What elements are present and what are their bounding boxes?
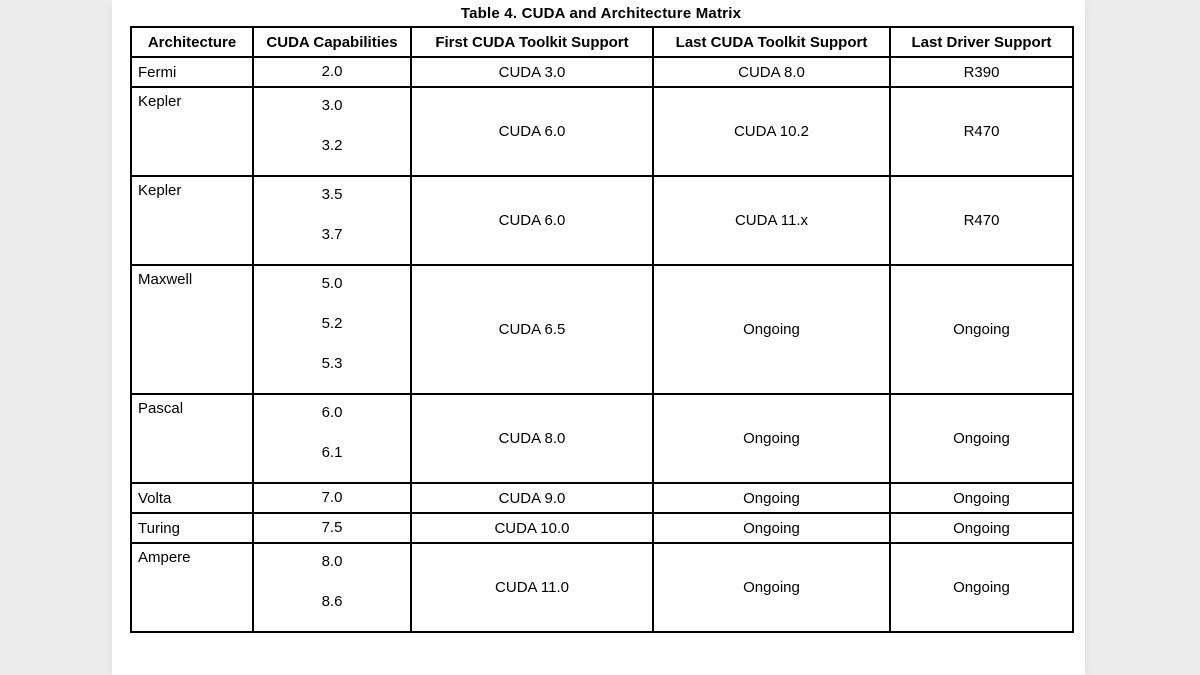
last-driver-cell: R470	[890, 176, 1073, 265]
capability-value: 3.7	[321, 226, 343, 243]
first-toolkit-cell: CUDA 8.0	[411, 394, 653, 483]
capabilities-cell	[253, 87, 411, 176]
table-row	[131, 57, 1073, 87]
capabilities-cell	[253, 265, 411, 394]
column-header: First CUDA Toolkit Support	[411, 27, 653, 57]
last-toolkit-cell: CUDA 11.x	[653, 176, 890, 265]
cuda-architecture-table	[130, 26, 1074, 633]
document-page	[112, 0, 1085, 675]
table-row	[131, 265, 1073, 394]
table-row	[131, 176, 1073, 265]
first-toolkit-cell: CUDA 6.5	[411, 265, 653, 394]
table-row	[131, 543, 1073, 632]
header-row	[131, 27, 1073, 57]
last-toolkit-cell: Ongoing	[653, 483, 890, 513]
capabilities-cell	[253, 394, 411, 483]
capability-value: 6.1	[321, 444, 343, 461]
column-header: Architecture	[131, 27, 253, 57]
table-row	[131, 394, 1073, 483]
capabilities-cell	[253, 543, 411, 632]
column-header: Last CUDA Toolkit Support	[653, 27, 890, 57]
capability-value: 8.6	[321, 593, 343, 610]
capabilities-cell	[253, 483, 411, 513]
architecture-cell: Ampere	[131, 543, 253, 632]
first-toolkit-cell: CUDA 3.0	[411, 57, 653, 87]
table-body	[131, 57, 1073, 632]
capabilities-cell	[253, 176, 411, 265]
capability-value: 2.0	[321, 63, 343, 80]
capabilities-cell	[253, 513, 411, 543]
last-toolkit-cell: CUDA 8.0	[653, 57, 890, 87]
capability-value: 7.0	[321, 489, 343, 506]
last-toolkit-cell: Ongoing	[653, 265, 890, 394]
capability-value: 7.5	[321, 519, 343, 536]
table-row	[131, 87, 1073, 176]
last-driver-cell: Ongoing	[890, 483, 1073, 513]
first-toolkit-cell: CUDA 11.0	[411, 543, 653, 632]
architecture-cell: Maxwell	[131, 265, 253, 394]
capability-value: 3.5	[321, 186, 343, 203]
last-driver-cell: Ongoing	[890, 543, 1073, 632]
column-header: CUDA Capabilities	[253, 27, 411, 57]
architecture-cell: Fermi	[131, 57, 253, 87]
first-toolkit-cell: CUDA 9.0	[411, 483, 653, 513]
last-driver-cell: Ongoing	[890, 265, 1073, 394]
last-driver-cell: Ongoing	[890, 394, 1073, 483]
first-toolkit-cell: CUDA 6.0	[411, 87, 653, 176]
architecture-cell: Pascal	[131, 394, 253, 483]
capability-value: 3.2	[321, 137, 343, 154]
column-header: Last Driver Support	[890, 27, 1073, 57]
table-caption: Table 4. CUDA and Architecture Matrix	[460, 5, 742, 22]
capability-value: 5.2	[321, 315, 343, 332]
last-driver-cell: R390	[890, 57, 1073, 87]
architecture-cell: Kepler	[131, 87, 253, 176]
capability-value: 6.0	[321, 404, 343, 421]
capability-value: 5.3	[321, 355, 343, 372]
capability-value: 3.0	[321, 97, 343, 114]
architecture-cell: Kepler	[131, 176, 253, 265]
last-toolkit-cell: Ongoing	[653, 543, 890, 632]
table-row	[131, 483, 1073, 513]
last-driver-cell: Ongoing	[890, 513, 1073, 543]
first-toolkit-cell: CUDA 10.0	[411, 513, 653, 543]
table-row	[131, 513, 1073, 543]
last-toolkit-cell: Ongoing	[653, 394, 890, 483]
capabilities-cell	[253, 57, 411, 87]
last-toolkit-cell: CUDA 10.2	[653, 87, 890, 176]
capability-value: 8.0	[321, 553, 343, 570]
capability-value: 5.0	[321, 275, 343, 292]
first-toolkit-cell: CUDA 6.0	[411, 176, 653, 265]
last-driver-cell: R470	[890, 87, 1073, 176]
architecture-cell: Volta	[131, 483, 253, 513]
last-toolkit-cell: Ongoing	[653, 513, 890, 543]
architecture-cell: Turing	[131, 513, 253, 543]
